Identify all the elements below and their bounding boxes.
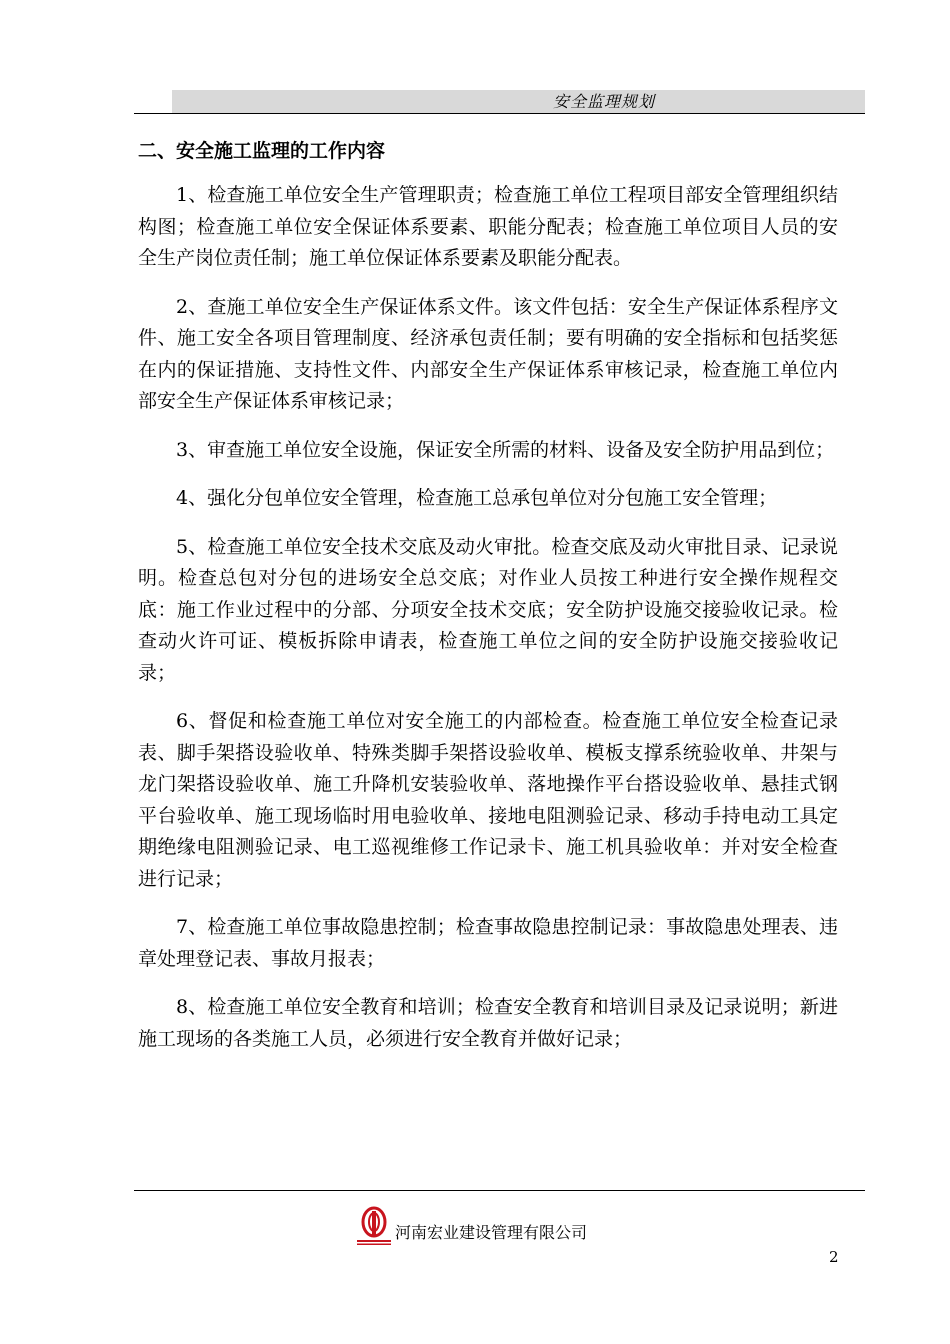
paragraph-3: 3、审查施工单位安全设施，保证安全所需的材料、设备及安全防护用品到位； — [176, 438, 835, 461]
paragraph-4: 4、强化分包单位安全管理，检查施工总承包单位对分包施工安全管理； — [176, 487, 778, 509]
section-title: 二、安全施工监理的工作内容 — [138, 140, 386, 162]
paragraph-6: 6、督促和检查施工单位对安全施工的内部检查。检查施工单位安全检查记录表、脚手架搭设验收单、特殊类脚手架搭设验收单、模板支撑系统验收单、井架与龙门架搭设验收单、施工升降机安装验收单、落地操作平台搭设验收单、悬挂式钢平台验收单、施工现场临时用电验收单、接地电阻测验记录、移动手持电动工具定期绝缘电阻测验记录、电工巡视维修工作记录卡、施工机具验收单：并对安全检查进行记录； — [138, 710, 838, 890]
paragraph-5: 5、检查施工单位安全技术交底及动火审批。检查交底及动火审批目录、记录说明。检查总包对分包的进场安全总交底；对作业人员按工种进行安全操作规程交底：施工作业过程中的分部、分项安全技术交底；安全防护设施交接验收记录。检查动火许可证、模板拆除申请表，检查施工单位之间的安全防护设施交接验收记录； — [138, 535, 838, 684]
header-band — [172, 90, 865, 114]
footer — [355, 1203, 587, 1247]
paragraph-7: 7、检查施工单位事故隐患控制；检查事故隐患控制记录：事故隐患处理表、违章处理登记表、事故月报表； — [138, 916, 838, 970]
footer-rule — [134, 1190, 865, 1191]
header-rule — [134, 113, 865, 114]
company-name: 河南宏业建设管理有限公司 — [395, 1223, 588, 1242]
page-number: 2 — [829, 1248, 839, 1266]
page-content — [138, 136, 838, 1072]
paragraph-1: 1、检查施工单位安全生产管理职责；检查施工单位工程项目部安全管理组织结构图；检查施工单位安全保证体系要素、职能分配表；检查施工单位项目人员的安全生产岗位责任制；施工单位保证体系要素及职能分配表。 — [138, 184, 838, 269]
header-title: 安全监理规划 — [552, 92, 655, 111]
company-logo-icon — [355, 1205, 393, 1247]
paragraph-8: 8、检查施工单位安全教育和培训；检查安全教育和培训目录及记录说明；新进施工现场的各类施工人员，必须进行安全教育并做好记录； — [138, 996, 838, 1050]
paragraph-2: 2、查施工单位安全生产保证体系文件。该文件包括：安全生产保证体系程序文件、施工安全各项目管理制度、经济承包责任制；要有明确的安全指标和包括奖惩在内的保证措施、支持性文件、内部安全生产保证体系审核记录，检查施工单位内部安全生产保证体系审核记录； — [138, 295, 838, 412]
